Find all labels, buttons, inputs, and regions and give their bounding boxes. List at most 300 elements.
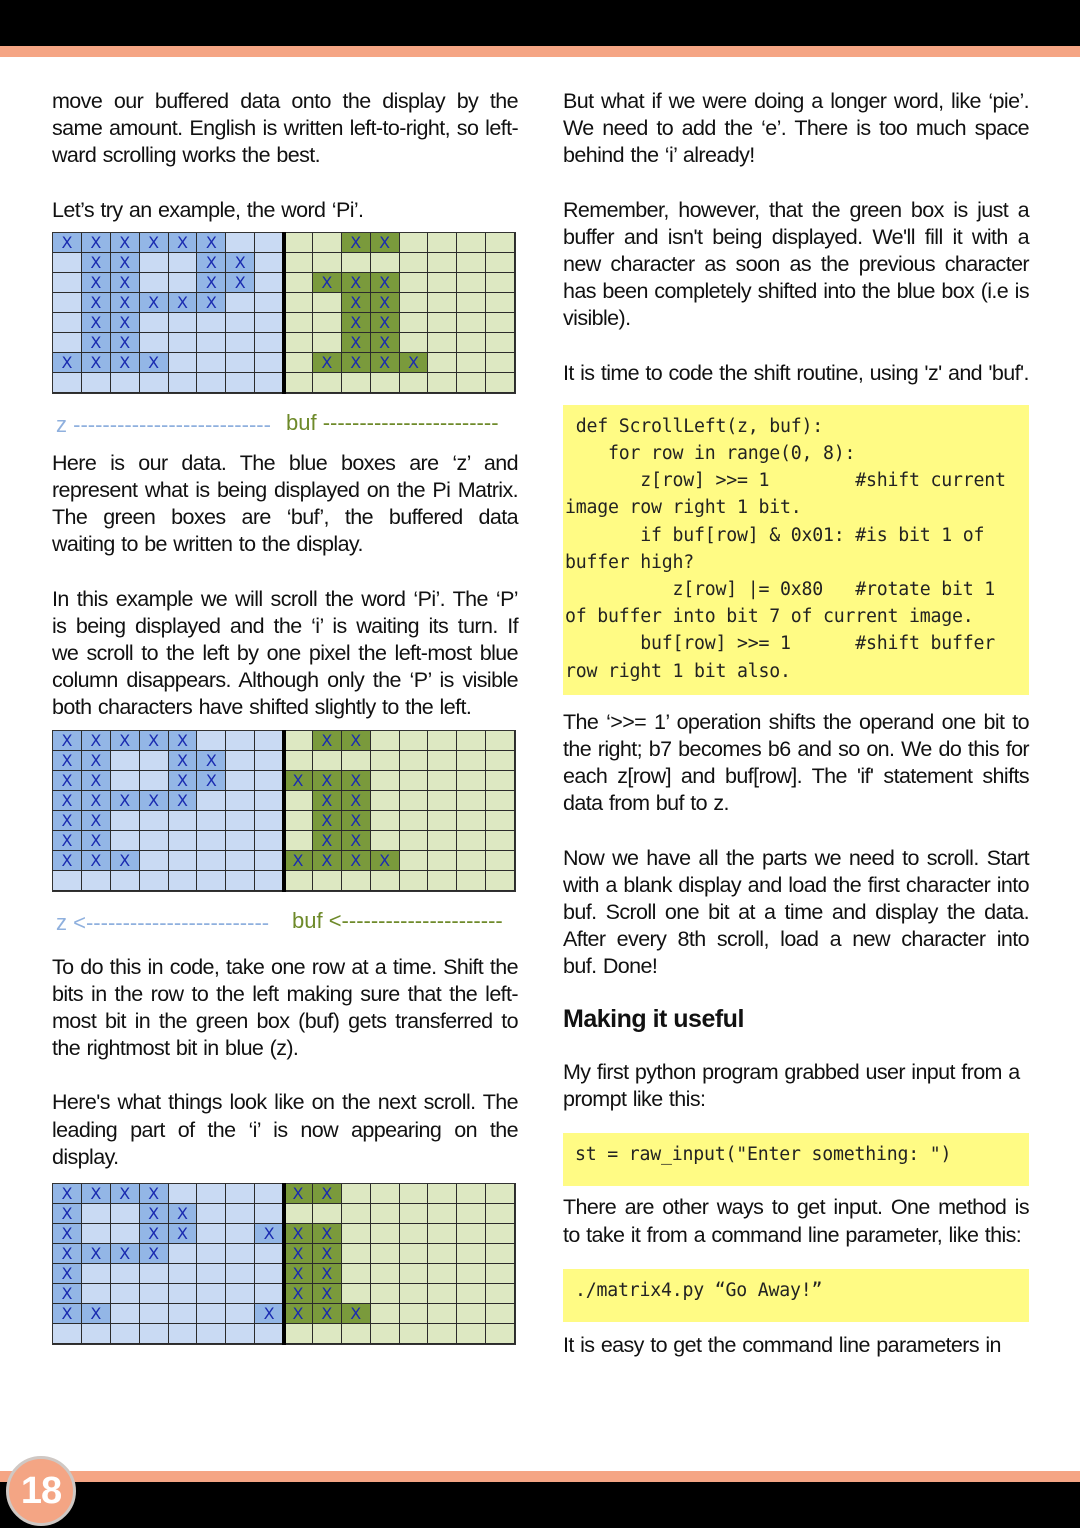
buf-pixel-cell bbox=[428, 253, 457, 273]
buf-pixel-cell bbox=[313, 871, 342, 891]
z-pixel-cell: X bbox=[140, 791, 169, 811]
buf-pixel-cell: X bbox=[313, 353, 342, 373]
z-pixel-cell bbox=[111, 1204, 140, 1224]
matrix-diagram-2 bbox=[52, 730, 516, 892]
buf-pixel-cell bbox=[371, 791, 400, 811]
z-pixel-cell: X bbox=[53, 1224, 82, 1244]
z-buf-divider bbox=[282, 232, 286, 394]
z-pixel-cell: X bbox=[255, 1224, 284, 1244]
z-pixel-cell bbox=[197, 1324, 226, 1344]
buf-pixel-cell bbox=[400, 313, 429, 333]
buf-pixel-cell bbox=[486, 313, 515, 333]
buf-pixel-cell bbox=[428, 353, 457, 373]
code-line: def ScrollLeft(z, buf): bbox=[565, 415, 823, 437]
buf-pixel-cell bbox=[486, 1284, 515, 1304]
buf-pixel-cell bbox=[457, 791, 486, 811]
z-pixel-cell bbox=[197, 871, 226, 891]
buf-pixel-cell bbox=[342, 1224, 371, 1244]
buf-pixel-cell bbox=[284, 791, 313, 811]
buf-label: buf ------------------------ bbox=[286, 409, 499, 435]
z-pixel-cell: X bbox=[82, 233, 111, 253]
buf-pixel-cell bbox=[457, 313, 486, 333]
buf-pixel-cell bbox=[284, 731, 313, 751]
z-pixel-cell: X bbox=[111, 333, 140, 353]
buf-pixel-cell bbox=[457, 771, 486, 791]
buf-pixel-cell bbox=[371, 1184, 400, 1204]
z-pixel-cell: X bbox=[53, 791, 82, 811]
z-pixel-cell: X bbox=[111, 731, 140, 751]
buf-pixel-cell bbox=[457, 233, 486, 253]
buf-pixel-cell bbox=[284, 233, 313, 253]
z-pixel-cell: X bbox=[53, 831, 82, 851]
buf-pixel-cell bbox=[428, 811, 457, 831]
buf-pixel-cell bbox=[457, 273, 486, 293]
paragraph: There are other ways to get input. One method is to take it from a command line parameter, like this: bbox=[563, 1195, 1029, 1247]
buf-pixel-cell bbox=[486, 293, 515, 313]
z-pixel-cell bbox=[53, 1324, 82, 1344]
buf-pixel-cell: X bbox=[342, 333, 371, 353]
z-pixel-cell bbox=[82, 1224, 111, 1244]
z-pixel-cell bbox=[226, 333, 255, 353]
code-line: z[row] >>= 1 #shift current bbox=[565, 470, 1006, 492]
z-pixel-cell: X bbox=[53, 751, 82, 771]
buf-pixel-cell bbox=[313, 293, 342, 313]
buf-pixel-cell bbox=[400, 233, 429, 253]
code-line: for row in range(0, 8): bbox=[565, 443, 856, 465]
buf-pixel-cell bbox=[457, 871, 486, 891]
buf-pixel-cell bbox=[428, 791, 457, 811]
buf-pixel-cell: X bbox=[342, 731, 371, 751]
buf-pixel-cell bbox=[313, 313, 342, 333]
buf-pixel-cell: X bbox=[313, 1264, 342, 1284]
z-pixel-cell: X bbox=[82, 1304, 111, 1324]
z-pixel-cell bbox=[169, 1304, 198, 1324]
buf-pixel-cell: X bbox=[342, 831, 371, 851]
buf-pixel-cell bbox=[428, 1284, 457, 1304]
buf-pixel-cell: X bbox=[284, 1244, 313, 1264]
buf-pixel-cell bbox=[457, 1324, 486, 1344]
paragraph: To do this in code, take one row at a time. Shift the bits in the row to the left making sure that the left-most bit in the green box (buf) gets transferred to the rightmost bit in blue (z). bbox=[52, 954, 518, 1061]
z-pixel-cell bbox=[169, 811, 198, 831]
buf-pixel-cell bbox=[486, 333, 515, 353]
buf-pixel-cell: X bbox=[342, 273, 371, 293]
z-pixel-cell: X bbox=[53, 1184, 82, 1204]
z-pixel-cell bbox=[197, 851, 226, 871]
z-pixel-cell: X bbox=[169, 791, 198, 811]
buf-pixel-cell bbox=[428, 1304, 457, 1324]
z-pixel-cell bbox=[255, 1244, 284, 1264]
z-pixel-cell bbox=[226, 791, 255, 811]
buf-pixel-cell bbox=[371, 871, 400, 891]
z-pixel-cell bbox=[169, 313, 198, 333]
z-pixel-cell: X bbox=[111, 253, 140, 273]
buf-pixel-cell bbox=[457, 353, 486, 373]
z-pixel-cell: X bbox=[197, 233, 226, 253]
z-pixel-cell bbox=[197, 1244, 226, 1264]
buf-pixel-cell: X bbox=[313, 1244, 342, 1264]
buf-pixel-cell bbox=[428, 333, 457, 353]
buf-pixel-cell bbox=[457, 831, 486, 851]
z-pixel-cell bbox=[111, 831, 140, 851]
buf-pixel-cell bbox=[400, 253, 429, 273]
z-pixel-cell bbox=[197, 373, 226, 393]
buf-pixel-cell bbox=[371, 831, 400, 851]
buf-pixel-cell bbox=[400, 273, 429, 293]
z-pixel-cell: X bbox=[140, 1244, 169, 1264]
buf-pixel-cell bbox=[400, 811, 429, 831]
z-pixel-cell bbox=[226, 373, 255, 393]
paragraph: In this example we will scroll the word ‘Pi’. The ‘P’ is being displayed and the ‘i’ is waiting its turn. If we scroll to the left by one pixel the left-most blue column disappears. Although only the ‘P’ is visible both characters have shifted slightly to the left. bbox=[52, 586, 518, 720]
z-pixel-cell bbox=[169, 831, 198, 851]
buf-pixel-cell bbox=[371, 1244, 400, 1264]
z-pixel-cell bbox=[53, 313, 82, 333]
buf-pixel-cell: X bbox=[313, 1224, 342, 1244]
z-pixel-cell bbox=[140, 373, 169, 393]
z-pixel-cell: X bbox=[197, 273, 226, 293]
buf-pixel-cell: X bbox=[284, 771, 313, 791]
buf-pixel-cell bbox=[284, 751, 313, 771]
z-pixel-cell bbox=[255, 253, 284, 273]
z-pixel-cell: X bbox=[111, 1244, 140, 1264]
z-pixel-cell: X bbox=[53, 1264, 82, 1284]
z-pixel-cell bbox=[197, 1204, 226, 1224]
buf-pixel-cell bbox=[342, 1204, 371, 1224]
z-pixel-cell bbox=[169, 353, 198, 373]
buf-pixel-cell bbox=[400, 851, 429, 871]
z-pixel-cell: X bbox=[82, 1244, 111, 1264]
buf-pixel-cell bbox=[486, 253, 515, 273]
buf-pixel-cell bbox=[428, 831, 457, 851]
matrix-diagram-3 bbox=[52, 1183, 516, 1345]
z-pixel-cell bbox=[53, 273, 82, 293]
buf-pixel-cell bbox=[371, 771, 400, 791]
z-pixel-cell bbox=[169, 253, 198, 273]
z-pixel-cell bbox=[255, 333, 284, 353]
paragraph: It is time to code the shift routine, using 'z' and 'buf'. bbox=[563, 360, 1029, 385]
z-pixel-cell: X bbox=[140, 1184, 169, 1204]
buf-pixel-cell: X bbox=[342, 791, 371, 811]
buf-pixel-cell: X bbox=[342, 233, 371, 253]
z-pixel-cell bbox=[226, 871, 255, 891]
buf-pixel-cell: X bbox=[371, 233, 400, 253]
z-pixel-cell bbox=[111, 771, 140, 791]
buf-pixel-cell: X bbox=[313, 1304, 342, 1324]
code-line: image row right 1 bit. bbox=[565, 497, 802, 519]
z-pixel-cell bbox=[140, 253, 169, 273]
z-pixel-cell: X bbox=[82, 1184, 111, 1204]
z-pixel-cell: X bbox=[197, 293, 226, 313]
z-label: z <------------------------- bbox=[56, 909, 270, 935]
z-pixel-cell bbox=[255, 871, 284, 891]
buf-pixel-cell bbox=[428, 1264, 457, 1284]
buf-pixel-cell bbox=[371, 811, 400, 831]
buf-pixel-cell bbox=[457, 811, 486, 831]
code-block-scroll-left bbox=[563, 405, 1029, 695]
z-pixel-cell bbox=[226, 353, 255, 373]
footer-bar bbox=[0, 1482, 1080, 1528]
buf-pixel-cell: X bbox=[284, 1184, 313, 1204]
z-pixel-cell bbox=[169, 1264, 198, 1284]
buf-pixel-cell bbox=[457, 333, 486, 353]
left-column bbox=[52, 88, 518, 1345]
z-buf-divider bbox=[282, 730, 286, 892]
paragraph: It is easy to get the command line parameters in bbox=[563, 1332, 1001, 1357]
buf-pixel-cell bbox=[457, 1244, 486, 1264]
buf-pixel-cell bbox=[457, 1184, 486, 1204]
buf-pixel-cell bbox=[313, 233, 342, 253]
header-accent-stripe bbox=[0, 46, 1080, 57]
z-pixel-cell bbox=[197, 1304, 226, 1324]
grid-legend-2 bbox=[52, 906, 518, 942]
z-pixel-cell bbox=[197, 353, 226, 373]
buf-pixel-cell bbox=[428, 273, 457, 293]
buf-pixel-cell bbox=[457, 1264, 486, 1284]
buf-pixel-cell bbox=[486, 273, 515, 293]
paragraph: Remember, however, that the green box is just a buffer and isn't being displayed. We'll fill it with a new character as soon as the previous character has been completely shifted into the blue box (i.e is visible). bbox=[563, 197, 1029, 331]
buf-pixel-cell bbox=[457, 373, 486, 393]
buf-pixel-cell: X bbox=[284, 1264, 313, 1284]
buf-pixel-cell: X bbox=[284, 1284, 313, 1304]
header-bar bbox=[0, 0, 1080, 46]
buf-pixel-cell bbox=[342, 751, 371, 771]
z-pixel-cell bbox=[82, 1284, 111, 1304]
buf-pixel-cell bbox=[428, 293, 457, 313]
footer-accent-stripe bbox=[0, 1471, 1080, 1482]
z-pixel-cell: X bbox=[82, 731, 111, 751]
buf-pixel-cell: X bbox=[371, 333, 400, 353]
buf-pixel-cell bbox=[486, 731, 515, 751]
z-pixel-cell: X bbox=[53, 771, 82, 791]
z-pixel-cell bbox=[169, 851, 198, 871]
z-pixel-cell bbox=[82, 871, 111, 891]
buf-pixel-cell bbox=[342, 871, 371, 891]
paragraph: The ‘>>= 1’ operation shifts the operand one bit to the right; b7 becomes b6 and so on. We do this for each z[row] and buf[row]. The 'if' statement shifts data from buf to z. bbox=[563, 709, 1029, 816]
buf-pixel-cell bbox=[400, 1304, 429, 1324]
paragraph: Here is our data. The blue boxes are ‘z’ and represent what is being displayed on the Pi Matrix. The green boxes are ‘buf’, the buffered data waiting to be written to the display. bbox=[52, 450, 518, 557]
z-pixel-cell bbox=[255, 1184, 284, 1204]
z-pixel-cell: X bbox=[82, 273, 111, 293]
z-pixel-cell: X bbox=[82, 831, 111, 851]
code-line: buffer high? bbox=[565, 551, 694, 573]
z-pixel-cell bbox=[169, 871, 198, 891]
z-pixel-cell: X bbox=[169, 731, 198, 751]
z-pixel-cell bbox=[53, 253, 82, 273]
buf-pixel-cell: X bbox=[371, 353, 400, 373]
z-pixel-cell bbox=[255, 731, 284, 751]
z-pixel-cell bbox=[226, 1304, 255, 1324]
z-pixel-cell: X bbox=[197, 751, 226, 771]
z-pixel-cell bbox=[226, 1224, 255, 1244]
buf-pixel-cell bbox=[400, 293, 429, 313]
buf-pixel-cell: X bbox=[342, 811, 371, 831]
z-pixel-cell: X bbox=[140, 353, 169, 373]
z-pixel-cell: X bbox=[82, 353, 111, 373]
z-pixel-cell: X bbox=[169, 751, 198, 771]
z-pixel-cell bbox=[226, 1284, 255, 1304]
buf-pixel-cell bbox=[457, 851, 486, 871]
buf-label: buf <---------------------- bbox=[292, 907, 503, 933]
buf-pixel-cell bbox=[457, 751, 486, 771]
z-pixel-cell: X bbox=[169, 293, 198, 313]
buf-pixel-cell: X bbox=[371, 293, 400, 313]
z-pixel-cell bbox=[255, 233, 284, 253]
buf-pixel-cell bbox=[428, 313, 457, 333]
code-line: if buf[row] & 0x01: #is bit 1 of bbox=[565, 524, 985, 546]
buf-pixel-cell bbox=[284, 273, 313, 293]
z-pixel-cell bbox=[140, 771, 169, 791]
z-pixel-cell bbox=[169, 1244, 198, 1264]
z-pixel-cell: X bbox=[140, 1204, 169, 1224]
buf-pixel-cell bbox=[486, 871, 515, 891]
z-pixel-cell: X bbox=[82, 851, 111, 871]
buf-pixel-cell bbox=[457, 253, 486, 273]
z-pixel-cell: X bbox=[169, 233, 198, 253]
buf-pixel-cell bbox=[371, 373, 400, 393]
buf-pixel-cell bbox=[371, 253, 400, 273]
buf-pixel-cell bbox=[486, 1204, 515, 1224]
buf-pixel-cell bbox=[400, 373, 429, 393]
paragraph: But what if we were doing a longer word, like ‘pie’. We need to add the ‘e’. There is too much space behind the ‘i’ already! bbox=[563, 89, 1029, 168]
buf-pixel-cell bbox=[313, 1324, 342, 1344]
z-pixel-cell bbox=[255, 273, 284, 293]
z-pixel-cell: X bbox=[82, 771, 111, 791]
z-pixel-cell: X bbox=[111, 1184, 140, 1204]
z-pixel-cell bbox=[140, 831, 169, 851]
z-pixel-cell bbox=[140, 811, 169, 831]
buf-pixel-cell bbox=[400, 1224, 429, 1244]
z-pixel-cell bbox=[140, 1324, 169, 1344]
z-pixel-cell: X bbox=[82, 791, 111, 811]
buf-pixel-cell: X bbox=[284, 851, 313, 871]
z-pixel-cell: X bbox=[111, 353, 140, 373]
z-pixel-cell: X bbox=[111, 233, 140, 253]
buf-pixel-cell bbox=[428, 373, 457, 393]
z-pixel-cell: X bbox=[82, 313, 111, 333]
buf-pixel-cell bbox=[342, 1264, 371, 1284]
z-pixel-cell bbox=[140, 1264, 169, 1284]
section-heading: Making it useful bbox=[563, 1004, 744, 1033]
buf-pixel-cell bbox=[400, 1204, 429, 1224]
buf-pixel-cell bbox=[486, 791, 515, 811]
buf-pixel-cell bbox=[400, 333, 429, 353]
buf-pixel-cell bbox=[371, 731, 400, 751]
buf-pixel-cell bbox=[400, 771, 429, 791]
buf-pixel-cell: X bbox=[342, 1304, 371, 1324]
z-pixel-cell: X bbox=[140, 731, 169, 751]
z-pixel-cell: X bbox=[111, 293, 140, 313]
z-pixel-cell bbox=[255, 373, 284, 393]
z-pixel-cell bbox=[255, 1204, 284, 1224]
buf-pixel-cell bbox=[342, 1324, 371, 1344]
z-pixel-cell bbox=[169, 1184, 198, 1204]
paragraph: Now we have all the parts we need to scroll. Start with a blank display and load the first character into buf. Scroll one bit at a time and display the data. After every 8th scroll, load a new character into buf. Done! bbox=[563, 845, 1029, 979]
buf-pixel-cell bbox=[284, 353, 313, 373]
z-pixel-cell bbox=[82, 373, 111, 393]
buf-pixel-cell bbox=[313, 1204, 342, 1224]
z-pixel-cell: X bbox=[82, 811, 111, 831]
buf-pixel-cell: X bbox=[371, 273, 400, 293]
z-pixel-cell bbox=[226, 1244, 255, 1264]
z-pixel-cell bbox=[140, 313, 169, 333]
buf-pixel-cell bbox=[371, 1264, 400, 1284]
z-pixel-cell bbox=[111, 373, 140, 393]
z-pixel-cell bbox=[140, 1284, 169, 1304]
buf-pixel-cell: X bbox=[342, 353, 371, 373]
z-pixel-cell: X bbox=[226, 273, 255, 293]
z-buf-divider bbox=[282, 1183, 286, 1345]
z-pixel-cell bbox=[169, 373, 198, 393]
z-pixel-cell bbox=[197, 333, 226, 353]
z-pixel-cell bbox=[226, 1184, 255, 1204]
buf-pixel-cell bbox=[342, 253, 371, 273]
buf-pixel-cell bbox=[486, 373, 515, 393]
paragraph: Let’s try an example, the word ‘Pi’. bbox=[52, 197, 364, 222]
buf-pixel-cell bbox=[284, 373, 313, 393]
z-pixel-cell bbox=[111, 1324, 140, 1344]
buf-pixel-cell bbox=[400, 791, 429, 811]
buf-pixel-cell bbox=[428, 233, 457, 253]
z-pixel-cell bbox=[82, 1204, 111, 1224]
z-pixel-cell: X bbox=[82, 751, 111, 771]
buf-pixel-cell bbox=[313, 751, 342, 771]
z-pixel-cell bbox=[82, 1264, 111, 1284]
buf-pixel-cell: X bbox=[342, 313, 371, 333]
z-pixel-cell: X bbox=[53, 1244, 82, 1264]
buf-pixel-cell: X bbox=[313, 771, 342, 791]
buf-pixel-cell bbox=[428, 731, 457, 751]
buf-pixel-cell bbox=[313, 373, 342, 393]
buf-pixel-cell: X bbox=[342, 771, 371, 791]
z-pixel-cell: X bbox=[197, 771, 226, 791]
z-pixel-cell bbox=[111, 1224, 140, 1244]
z-pixel-cell bbox=[197, 1184, 226, 1204]
buf-pixel-cell bbox=[486, 353, 515, 373]
code-line: buf[row] >>= 1 #shift buffer bbox=[565, 633, 995, 655]
buf-pixel-cell: X bbox=[313, 273, 342, 293]
page-number-badge: 18 bbox=[6, 1456, 76, 1526]
z-pixel-cell bbox=[255, 293, 284, 313]
z-pixel-cell bbox=[169, 333, 198, 353]
buf-pixel-cell bbox=[284, 313, 313, 333]
buf-pixel-cell bbox=[371, 1204, 400, 1224]
z-pixel-cell: X bbox=[111, 851, 140, 871]
z-pixel-cell bbox=[255, 771, 284, 791]
z-pixel-cell bbox=[255, 851, 284, 871]
buf-pixel-cell: X bbox=[313, 731, 342, 751]
z-pixel-cell: X bbox=[140, 233, 169, 253]
z-pixel-cell: X bbox=[53, 811, 82, 831]
code-block-raw-input: st = raw_input("Enter something: ") bbox=[563, 1133, 1029, 1186]
buf-pixel-cell: X bbox=[371, 313, 400, 333]
z-pixel-cell bbox=[226, 1324, 255, 1344]
z-pixel-cell: X bbox=[111, 313, 140, 333]
z-pixel-cell: X bbox=[111, 273, 140, 293]
z-pixel-cell bbox=[255, 811, 284, 831]
buf-pixel-cell bbox=[400, 1244, 429, 1264]
z-pixel-cell bbox=[255, 791, 284, 811]
z-pixel-cell bbox=[197, 1284, 226, 1304]
buf-pixel-cell bbox=[428, 1244, 457, 1264]
z-pixel-cell bbox=[169, 1284, 198, 1304]
buf-pixel-cell bbox=[457, 1204, 486, 1224]
buf-pixel-cell: X bbox=[313, 1284, 342, 1304]
z-pixel-cell: X bbox=[53, 731, 82, 751]
buf-pixel-cell bbox=[371, 751, 400, 771]
buf-pixel-cell bbox=[400, 1284, 429, 1304]
z-pixel-cell bbox=[197, 731, 226, 751]
z-pixel-cell bbox=[140, 871, 169, 891]
z-pixel-cell bbox=[255, 353, 284, 373]
